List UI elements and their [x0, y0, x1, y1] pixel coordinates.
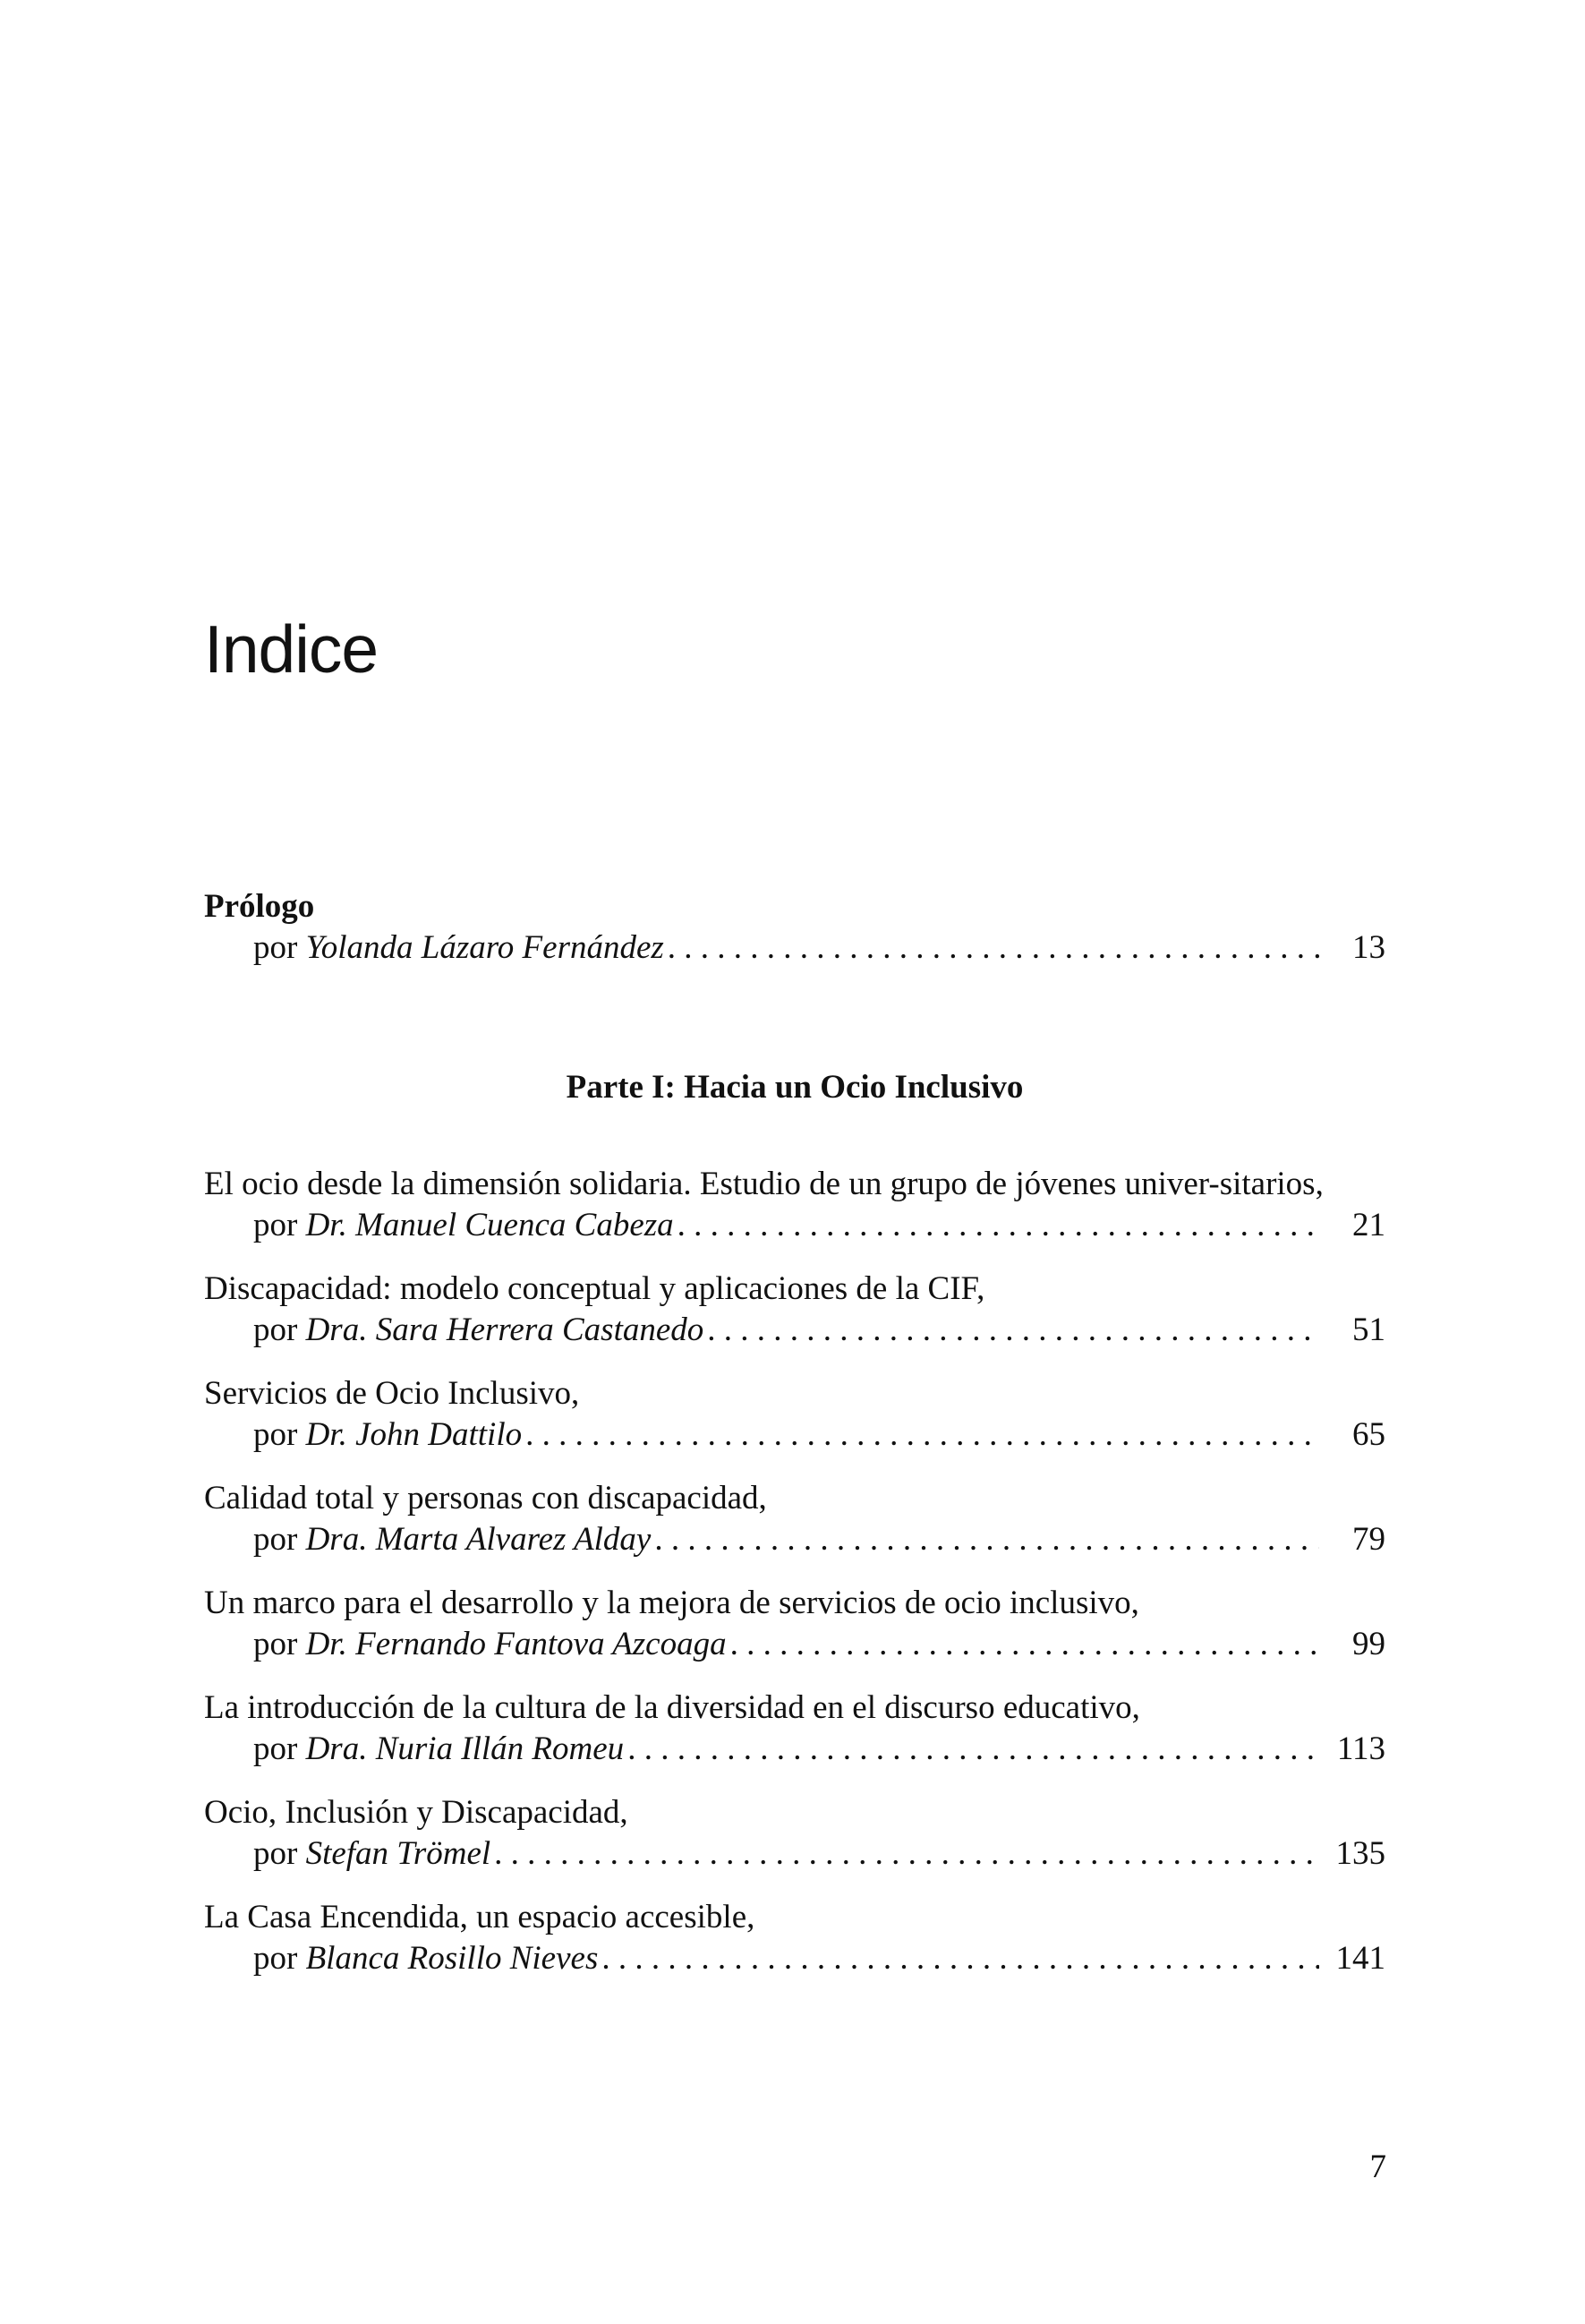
author-prefix: por [253, 1521, 306, 1558]
author-prefix: por [253, 1416, 306, 1453]
toc-entries [204, 1164, 1385, 2002]
entry-author-line [204, 1310, 1385, 1351]
toc-entry [204, 1269, 1385, 1351]
entry-title: Calidad total y personas con discapacidad, [204, 1480, 767, 1517]
toc-entry [204, 1373, 1385, 1456]
author-prefix: por [253, 1835, 306, 1872]
dot-leader [525, 1414, 1319, 1456]
dot-leader [668, 927, 1319, 969]
entry-author-line [204, 1938, 1385, 1979]
page-title: Indice [204, 611, 379, 687]
dot-leader [707, 1310, 1319, 1351]
author-name: Dra. Marta Alvarez Alday [305, 1521, 652, 1558]
page-number: 51 [1352, 1312, 1385, 1348]
page-number: 65 [1352, 1416, 1385, 1453]
toc-entry [204, 1792, 1385, 1875]
prologo-heading: Prólogo [204, 888, 315, 925]
author-prefix: por [253, 1626, 306, 1662]
page-number: 13 [1352, 929, 1385, 966]
entry-author-line [204, 1414, 1385, 1456]
entry-title: Ocio, Inclusión y Discapacidad, [204, 1794, 628, 1831]
prologo-block [204, 886, 1385, 969]
dot-leader [601, 1938, 1319, 1979]
author-prefix: por [253, 1312, 306, 1348]
entry-title: Servicios de Ocio Inclusivo, [204, 1375, 580, 1412]
entry-author-line [204, 1205, 1385, 1246]
page-number: 113 [1336, 1730, 1385, 1767]
page-number: 79 [1352, 1521, 1385, 1558]
toc-entry [204, 1897, 1385, 1979]
entry-title: Discapacidad: modelo conceptual y aplicaciones de la CIF, [204, 1270, 985, 1307]
dot-leader [494, 1833, 1319, 1875]
author-prefix: por [253, 1730, 306, 1767]
author-name: Dra. Nuria Illán Romeu [305, 1730, 625, 1767]
page-number: 135 [1335, 1835, 1385, 1872]
dot-leader [627, 1729, 1319, 1770]
toc-entry [204, 1164, 1385, 1246]
author-prefix: por [253, 1940, 306, 1977]
dot-leader [677, 1205, 1319, 1246]
toc-entry [204, 1478, 1385, 1560]
dot-leader [654, 1519, 1319, 1560]
page-number: 21 [1352, 1207, 1385, 1243]
entry-title: El ocio desde la dimensión solidaria. Estudio de un grupo de jóvenes univer-sitarios, [204, 1166, 1324, 1202]
entry-title: La Casa Encendida, un espacio accesible, [204, 1899, 755, 1935]
page-number: 141 [1335, 1940, 1385, 1977]
author-name: Stefan Trömel [305, 1835, 491, 1872]
entry-author-line [204, 1624, 1385, 1665]
toc-entry [204, 1583, 1385, 1665]
entry-title: La introducción de la cultura de la diversidad en el discurso educativo, [204, 1689, 1140, 1726]
page-number: 99 [1352, 1626, 1385, 1662]
dot-leader [730, 1624, 1319, 1665]
author-prefix: por [253, 1207, 306, 1243]
author-name: Dra. Sara Herrera Castanedo [305, 1312, 704, 1348]
entry-title: Un marco para el desarrollo y la mejora de servicios de ocio inclusivo, [204, 1585, 1139, 1621]
author-name: Blanca Rosillo Nieves [305, 1940, 599, 1977]
author-name: Dr. Fernando Fantova Azcoaga [305, 1626, 727, 1662]
author-name: Dr. Manuel Cuenca Cabeza [305, 1207, 674, 1243]
part-heading: Parte I: Hacia un Ocio Inclusivo [566, 1069, 1024, 1106]
author-prefix: por [253, 929, 306, 966]
prologo-author-line [204, 927, 1385, 969]
entry-author-line [204, 1519, 1385, 1560]
entry-author-line [204, 1833, 1385, 1875]
author-name: Dr. John Dattilo [305, 1416, 523, 1453]
author-name: Yolanda Lázaro Fernández [305, 929, 664, 966]
toc-entry [204, 1687, 1385, 1770]
entry-author-line [204, 1729, 1385, 1770]
page-folio: 7 [1369, 2149, 1386, 2185]
